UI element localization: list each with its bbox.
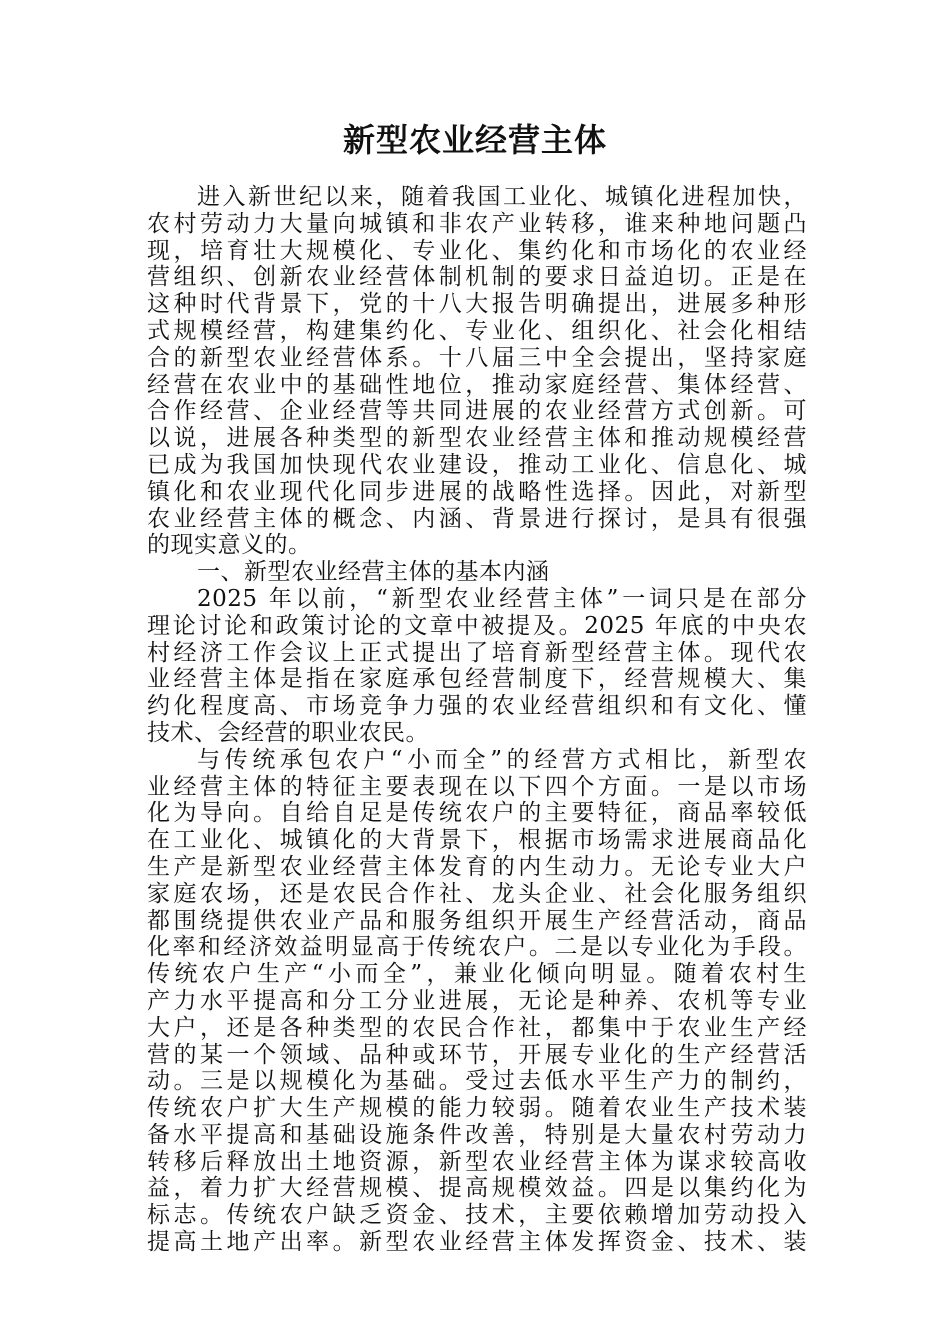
text-line: 益，着力扩大经营规模、提高规模效益。四是以集约化为	[147, 1175, 807, 1202]
text-line: 现，培育壮大规模化、专业化、集约化和市场化的农业经	[147, 237, 807, 264]
text-line: 传统农户扩大生产规模的能力较弱。随着农业生产技术装	[147, 1095, 807, 1122]
text-line: 产力水平提高和分工分业进展，无论是种养、农机等专业	[147, 987, 807, 1014]
text-line: 家庭农场，还是农民合作社、龙头企业、社会化服务组织	[147, 880, 807, 907]
text-line: 在工业化、城镇化的大背景下，根据市场需求进展商品化	[147, 827, 807, 854]
text-line: 生产是新型农业经营主体发育的内生动力。无论专业大户	[147, 853, 807, 880]
text-line: 化率和经济效益明显高于传统农户。二是以专业化为手段。	[147, 934, 807, 961]
text-line: 农村劳动力大量向城镇和非农产业转移，谁来种地问题凸	[147, 210, 807, 237]
text-line: 大户，还是各种类型的农民合作社，都集中于农业生产经	[147, 1014, 807, 1041]
text-line: 技术、会经营的职业农民。	[147, 719, 429, 746]
document-body	[147, 184, 807, 1256]
text-line: 合作经营、企业经营等共同进展的农业经营方式创新。可	[147, 398, 807, 425]
text-line: 业经营主体的特征主要表现在以下四个方面。一是以市场	[147, 773, 807, 800]
text-line: 理论讨论和政策讨论的文章中被提及。2025 年底的中央农	[147, 612, 807, 639]
text-line: 传统农户生产“小而全”，兼业化倾向明显。随着农村生	[147, 961, 807, 988]
text-line: 合的新型农业经营体系。十八届三中全会提出，坚持家庭	[147, 344, 807, 371]
text-line: 村经济工作会议上正式提出了培育新型经营主体。现代农	[147, 639, 807, 666]
text-line: 这种时代背景下，党的十八大报告明确提出，进展多种形	[147, 291, 807, 318]
text-line: 式规模经营，构建集约化、专业化、组织化、社会化相结	[147, 317, 807, 344]
text-line: 一、新型农业经营主体的基本内涵	[197, 559, 550, 586]
text-line: 以说，进展各种类型的新型农业经营主体和推动规模经营	[147, 425, 807, 452]
text-line: 经营在农业中的基础性地位，推动家庭经营、集体经营、	[147, 371, 807, 398]
text-line: 都围绕提供农业产品和服务组织开展生产经营活动，商品	[147, 907, 807, 934]
text-line: 约化程度高、市场竞争力强的农业经营组织和有文化、懂	[147, 693, 807, 720]
text-line: 标志。传统农户缺乏资金、技术，主要依赖增加劳动投入	[147, 1202, 807, 1229]
document-title: 新型农业经营主体	[342, 121, 607, 159]
text-line: 农业经营主体的概念、内涵、背景进行探讨，是具有很强	[147, 505, 807, 532]
text-line: 与传统承包农户“小而全”的经营方式相比，新型农	[197, 746, 807, 773]
text-line: 业经营主体是指在家庭承包经营制度下，经营规模大、集	[147, 666, 807, 693]
text-line: 已成为我国加快现代农业建设，推动工业化、信息化、城	[147, 451, 807, 478]
text-line: 镇化和农业现代化同步进展的战略性选择。因此，对新型	[147, 478, 807, 505]
text-line: 营的某一个领域、品种或环节，开展专业化的生产经营活	[147, 1041, 807, 1068]
text-line: 的现实意义的。	[147, 532, 312, 559]
text-line: 提高土地产出率。新型农业经营主体发挥资金、技术、装	[147, 1229, 807, 1256]
text-line: 化为导向。自给自足是传统农户的主要特征，商品率较低	[147, 800, 807, 827]
text-line: 备水平提高和基础设施条件改善，特别是大量农村劳动力	[147, 1121, 807, 1148]
text-line: 营组织、创新农业经营体制机制的要求日益迫切。正是在	[147, 264, 807, 291]
text-line: 2025 年以前，“新型农业经营主体”一词只是在部分	[197, 585, 807, 612]
text-line: 进入新世纪以来，随着我国工业化、城镇化进程加快，	[197, 184, 807, 210]
text-line: 动。三是以规模化为基础。受过去低水平生产力的制约，	[147, 1068, 807, 1095]
text-line: 转移后释放出土地资源，新型农业经营主体为谋求较高收	[147, 1148, 807, 1175]
